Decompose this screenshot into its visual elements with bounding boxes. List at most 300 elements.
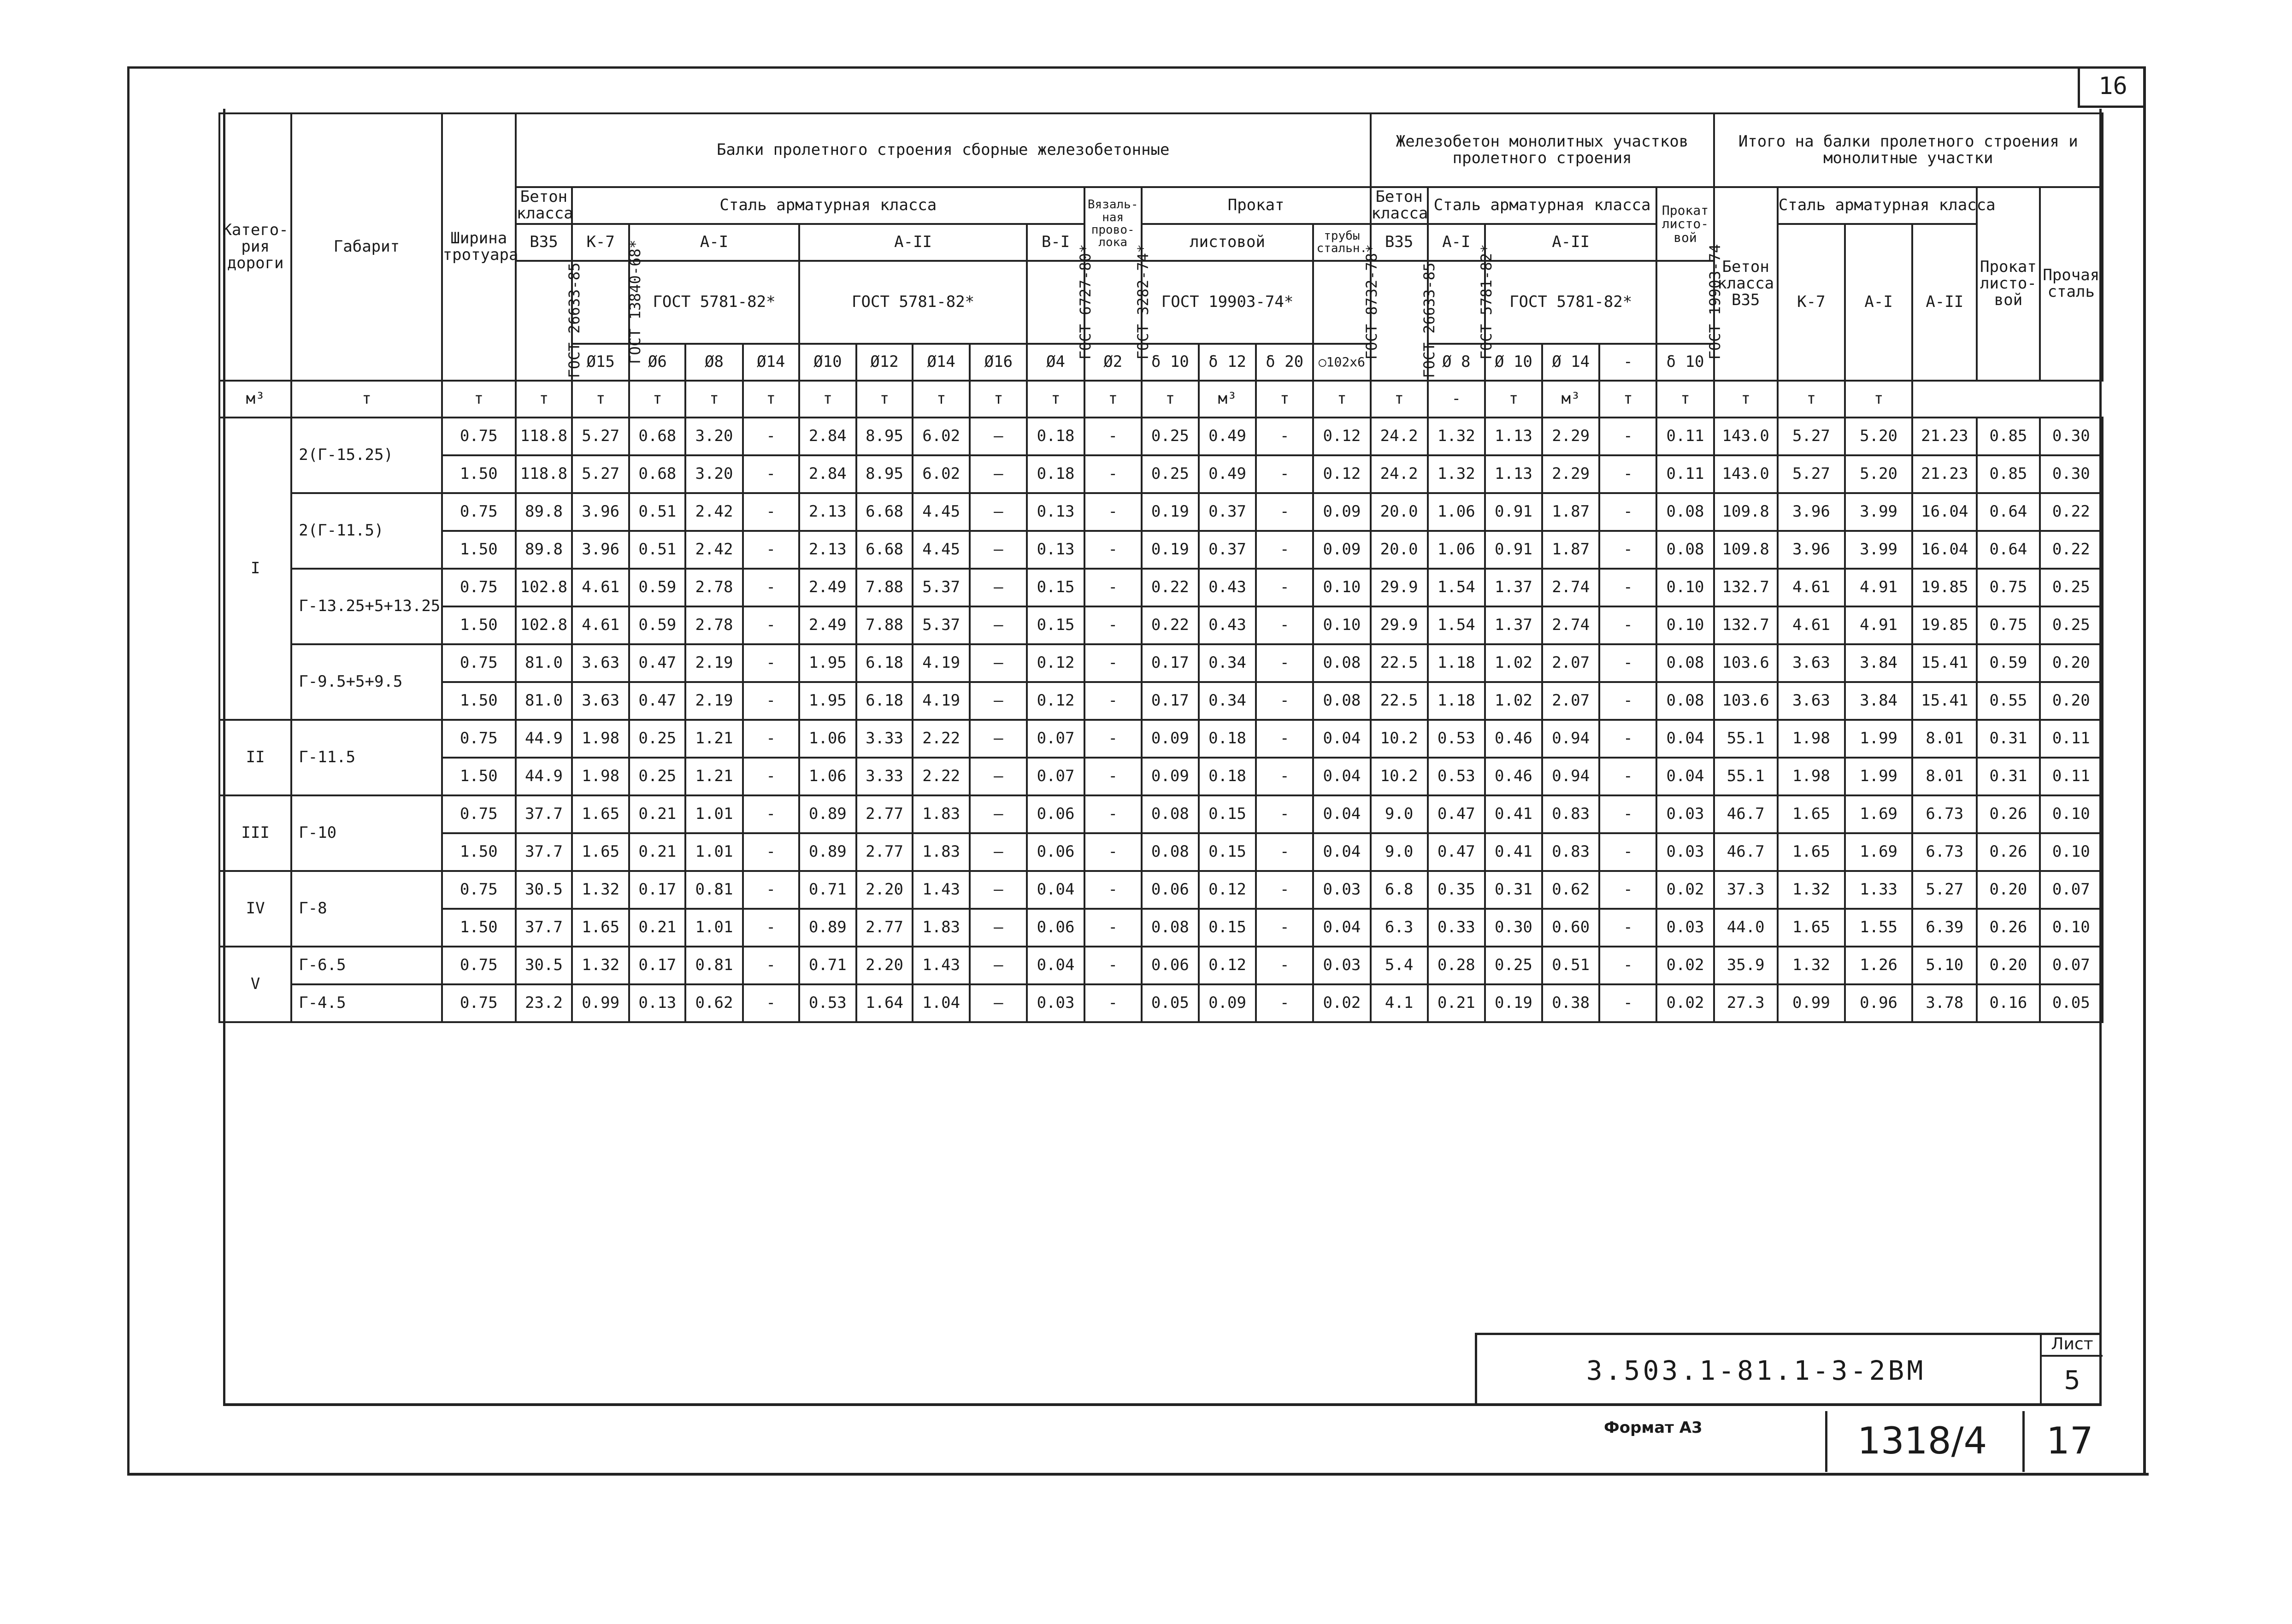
table-body bbox=[219, 418, 2103, 1022]
value-cell: 6.02 bbox=[913, 418, 970, 455]
table-row bbox=[219, 720, 2103, 758]
value-cell: - bbox=[1084, 682, 1142, 720]
value-cell: 0.13 bbox=[1027, 493, 1084, 531]
value-cell: 2.20 bbox=[856, 947, 913, 984]
value-cell: 1.32 bbox=[1428, 418, 1485, 455]
value-cell: 8.01 bbox=[1912, 720, 1977, 758]
unit-t: т bbox=[1778, 381, 1845, 418]
value-cell: – bbox=[970, 606, 1027, 644]
gabarit-cell: 2(Г-15.25) bbox=[291, 418, 442, 493]
unit-dash: - bbox=[1428, 381, 1485, 418]
value-cell: 1.95 bbox=[799, 682, 856, 720]
value-cell: - bbox=[1599, 606, 1656, 644]
value-cell: 1.18 bbox=[1428, 644, 1485, 682]
value-cell: 21.23 bbox=[1912, 418, 1977, 455]
value-cell: 1.65 bbox=[1778, 909, 1845, 947]
value-cell: 0.20 bbox=[2040, 644, 2103, 682]
value-cell: 8.95 bbox=[856, 418, 913, 455]
value-cell: 0.09 bbox=[1142, 720, 1199, 758]
value-cell: 0.64 bbox=[1977, 531, 2039, 569]
value-cell: 0.94 bbox=[1542, 758, 1599, 795]
value-cell: 0.30 bbox=[2040, 455, 2103, 493]
unit-m3: м³ bbox=[219, 381, 291, 418]
unit-t: т bbox=[1313, 381, 1370, 418]
unit-t: т bbox=[970, 381, 1027, 418]
value-cell: 0.89 bbox=[799, 795, 856, 833]
value-cell: 0.10 bbox=[1313, 606, 1370, 644]
value-cell: 1.26 bbox=[1845, 947, 1912, 984]
value-cell: 0.19 bbox=[1485, 984, 1542, 1022]
value-cell: – bbox=[970, 833, 1027, 871]
value-cell: 89.8 bbox=[516, 531, 572, 569]
value-cell: 0.08 bbox=[1142, 909, 1199, 947]
value-cell: 4.1 bbox=[1371, 984, 1428, 1022]
value-cell: - bbox=[1256, 493, 1313, 531]
value-cell: 5.37 bbox=[913, 569, 970, 606]
value-cell: 1.54 bbox=[1428, 569, 1485, 606]
h-s12: δ 12 bbox=[1199, 344, 1256, 381]
value-cell: 0.12 bbox=[1313, 418, 1370, 455]
value-cell: 6.68 bbox=[856, 531, 913, 569]
value-cell: 89.8 bbox=[516, 493, 572, 531]
value-cell: 0.11 bbox=[1656, 455, 1714, 493]
value-cell: 0.08 bbox=[1656, 644, 1714, 682]
value-cell: - bbox=[1256, 644, 1313, 682]
value-cell: 0.20 bbox=[1977, 871, 2039, 909]
value-cell: 15.41 bbox=[1912, 682, 1977, 720]
value-cell: 8.01 bbox=[1912, 758, 1977, 795]
value-cell: 1.04 bbox=[913, 984, 970, 1022]
value-cell: 81.0 bbox=[516, 682, 572, 720]
value-cell: 0.51 bbox=[1542, 947, 1599, 984]
value-cell: 0.09 bbox=[1199, 984, 1256, 1022]
sidewalk-width-cell: 0.75 bbox=[442, 795, 516, 833]
value-cell: 3.33 bbox=[856, 758, 913, 795]
value-cell: 0.08 bbox=[1142, 833, 1199, 871]
value-cell: 0.25 bbox=[2040, 569, 2103, 606]
value-cell: 0.37 bbox=[1199, 531, 1256, 569]
h-a2: А-II bbox=[799, 224, 1027, 261]
unit-t: т bbox=[1714, 381, 1778, 418]
unit-t: т bbox=[685, 381, 742, 418]
value-cell: 0.12 bbox=[1027, 682, 1084, 720]
unit-t: т bbox=[1084, 381, 1142, 418]
value-cell: - bbox=[743, 984, 799, 1022]
value-cell: 0.18 bbox=[1199, 720, 1256, 758]
value-cell: 0.11 bbox=[2040, 758, 2103, 795]
value-cell: 1.83 bbox=[913, 909, 970, 947]
h-gost-5781-a1: ГОСТ 5781-82* bbox=[629, 261, 799, 344]
value-cell: - bbox=[743, 682, 799, 720]
h-d4: Ø4 bbox=[1027, 344, 1084, 381]
value-cell: 0.64 bbox=[1977, 493, 2039, 531]
value-cell: 3.20 bbox=[685, 455, 742, 493]
h-b35: В35 bbox=[516, 224, 572, 261]
value-cell: 102.8 bbox=[516, 569, 572, 606]
value-cell: 9.0 bbox=[1371, 833, 1428, 871]
value-cell: 0.02 bbox=[1656, 947, 1714, 984]
value-cell: 4.61 bbox=[572, 606, 629, 644]
value-cell: 3.63 bbox=[1778, 682, 1845, 720]
value-cell: 0.62 bbox=[685, 984, 742, 1022]
value-cell: - bbox=[743, 947, 799, 984]
h-gost-6727: ГОСТ 6727-80* bbox=[1027, 261, 1084, 344]
value-cell: 4.45 bbox=[913, 531, 970, 569]
value-cell: 22.5 bbox=[1371, 682, 1428, 720]
value-cell: 3.96 bbox=[572, 531, 629, 569]
value-cell: – bbox=[970, 871, 1027, 909]
value-cell: 7.88 bbox=[856, 606, 913, 644]
value-cell: 0.21 bbox=[629, 909, 685, 947]
value-cell: 0.25 bbox=[1485, 947, 1542, 984]
value-cell: 1.87 bbox=[1542, 493, 1599, 531]
value-cell: 0.99 bbox=[572, 984, 629, 1022]
value-cell: - bbox=[1084, 795, 1142, 833]
header-category: Катего-рия дороги bbox=[219, 113, 291, 381]
value-cell: 1.87 bbox=[1542, 531, 1599, 569]
value-cell: 1.43 bbox=[913, 947, 970, 984]
value-cell: 0.31 bbox=[1485, 871, 1542, 909]
value-cell: 44.0 bbox=[1714, 909, 1778, 947]
value-cell: 0.17 bbox=[1142, 644, 1199, 682]
value-cell: 21.23 bbox=[1912, 455, 1977, 493]
value-cell: 132.7 bbox=[1714, 606, 1778, 644]
value-cell: 1.43 bbox=[913, 871, 970, 909]
h-b35-m: В35 bbox=[1371, 224, 1428, 261]
value-cell: 0.75 bbox=[1977, 569, 2039, 606]
table-row bbox=[219, 871, 2103, 909]
value-cell: 1.64 bbox=[856, 984, 913, 1022]
value-cell: 0.03 bbox=[1313, 871, 1370, 909]
value-cell: 2.20 bbox=[856, 871, 913, 909]
category-cell: I bbox=[219, 418, 291, 720]
table-row bbox=[219, 682, 2103, 720]
value-cell: 0.10 bbox=[2040, 795, 2103, 833]
value-cell: 0.71 bbox=[799, 871, 856, 909]
value-cell: 0.96 bbox=[1845, 984, 1912, 1022]
value-cell: - bbox=[1256, 984, 1313, 1022]
sidewalk-width-cell: 1.50 bbox=[442, 606, 516, 644]
value-cell: 0.05 bbox=[2040, 984, 2103, 1022]
unit-t: т bbox=[1371, 381, 1428, 418]
group-total: Итого на балки пролетного строения и монолитные участки bbox=[1714, 113, 2103, 187]
value-cell: 0.08 bbox=[1313, 682, 1370, 720]
value-cell: 0.15 bbox=[1027, 606, 1084, 644]
value-cell: 16.04 bbox=[1912, 531, 1977, 569]
value-cell: 0.10 bbox=[2040, 833, 2103, 871]
value-cell: 0.07 bbox=[2040, 871, 2103, 909]
value-cell: 1.95 bbox=[799, 644, 856, 682]
value-cell: - bbox=[1084, 720, 1142, 758]
value-cell: 0.03 bbox=[1027, 984, 1084, 1022]
value-cell: 0.04 bbox=[1313, 909, 1370, 947]
value-cell: 0.03 bbox=[1313, 947, 1370, 984]
value-cell: 20.0 bbox=[1371, 531, 1428, 569]
value-cell: 0.17 bbox=[629, 947, 685, 984]
h-truby: трубы стальн. bbox=[1313, 224, 1370, 261]
value-cell: 27.3 bbox=[1714, 984, 1778, 1022]
value-cell: - bbox=[1599, 455, 1656, 493]
h-listovoy: листовой bbox=[1142, 224, 1314, 261]
value-cell: - bbox=[1084, 947, 1142, 984]
value-cell: 4.61 bbox=[572, 569, 629, 606]
table-row bbox=[219, 795, 2103, 833]
value-cell: 0.22 bbox=[2040, 493, 2103, 531]
unit-t: т bbox=[1599, 381, 1656, 418]
value-cell: 0.55 bbox=[1977, 682, 2039, 720]
value-cell: 4.61 bbox=[1778, 606, 1845, 644]
sidewalk-width-cell: 0.75 bbox=[442, 493, 516, 531]
h-a2-total: А-II bbox=[1912, 224, 1977, 381]
value-cell: 0.68 bbox=[629, 418, 685, 455]
value-cell: 0.09 bbox=[1313, 493, 1370, 531]
value-cell: - bbox=[1084, 758, 1142, 795]
h-gost-26633-m: ГОСТ 26633-85 bbox=[1371, 261, 1428, 381]
value-cell: 0.03 bbox=[1656, 909, 1714, 947]
value-cell: 1.65 bbox=[572, 909, 629, 947]
value-cell: 1.83 bbox=[913, 833, 970, 871]
value-cell: 0.21 bbox=[629, 833, 685, 871]
value-cell: - bbox=[1256, 947, 1313, 984]
value-cell: 0.18 bbox=[1027, 455, 1084, 493]
sidewalk-width-cell: 1.50 bbox=[442, 833, 516, 871]
h-d14: Ø14 bbox=[743, 344, 799, 381]
value-cell: 44.9 bbox=[516, 758, 572, 795]
value-cell: 6.18 bbox=[856, 682, 913, 720]
value-cell: 2.29 bbox=[1542, 455, 1599, 493]
h-beton-total: Бетон класса В35 bbox=[1714, 187, 1778, 381]
value-cell: - bbox=[1084, 871, 1142, 909]
value-cell: - bbox=[1084, 569, 1142, 606]
value-cell: 1.01 bbox=[685, 909, 742, 947]
value-cell: 2.19 bbox=[685, 644, 742, 682]
value-cell: 0.71 bbox=[799, 947, 856, 984]
value-cell: 1.32 bbox=[1778, 947, 1845, 984]
value-cell: - bbox=[743, 418, 799, 455]
gabarit-cell: Г-10 bbox=[291, 795, 442, 871]
value-cell: 1.21 bbox=[685, 720, 742, 758]
category-cell: III bbox=[219, 795, 291, 871]
h-stal-total: Сталь арматурная класса bbox=[1778, 187, 1977, 224]
value-cell: 1.13 bbox=[1485, 418, 1542, 455]
sidewalk-width-cell: 0.75 bbox=[442, 720, 516, 758]
value-cell: 0.19 bbox=[1142, 531, 1199, 569]
value-cell: 5.20 bbox=[1845, 455, 1912, 493]
value-cell: 0.35 bbox=[1428, 871, 1485, 909]
value-cell: 0.34 bbox=[1199, 644, 1256, 682]
value-cell: 4.19 bbox=[913, 644, 970, 682]
value-cell: 55.1 bbox=[1714, 720, 1778, 758]
value-cell: 24.2 bbox=[1371, 455, 1428, 493]
value-cell: – bbox=[970, 569, 1027, 606]
value-cell: 0.81 bbox=[685, 871, 742, 909]
value-cell: 0.04 bbox=[1027, 947, 1084, 984]
h-a2-m: А-II bbox=[1485, 224, 1657, 261]
value-cell: 0.10 bbox=[1656, 606, 1714, 644]
value-cell: – bbox=[970, 947, 1027, 984]
value-cell: 16.04 bbox=[1912, 493, 1977, 531]
value-cell: 5.27 bbox=[1778, 418, 1845, 455]
sidewalk-width-cell: 0.75 bbox=[442, 984, 516, 1022]
value-cell: 46.7 bbox=[1714, 833, 1778, 871]
value-cell: 0.04 bbox=[1027, 871, 1084, 909]
value-cell: 0.43 bbox=[1199, 606, 1256, 644]
value-cell: 0.83 bbox=[1542, 795, 1599, 833]
value-cell: 0.89 bbox=[799, 909, 856, 947]
table-row bbox=[219, 909, 2103, 947]
value-cell: 0.34 bbox=[1199, 682, 1256, 720]
value-cell: 81.0 bbox=[516, 644, 572, 682]
value-cell: 0.09 bbox=[1313, 531, 1370, 569]
value-cell: – bbox=[970, 455, 1027, 493]
value-cell: 3.96 bbox=[1778, 531, 1845, 569]
h-d6: Ø6 bbox=[629, 344, 685, 381]
value-cell: - bbox=[743, 606, 799, 644]
value-cell: - bbox=[1256, 871, 1313, 909]
value-cell: 2.13 bbox=[799, 493, 856, 531]
unit-t: т bbox=[516, 381, 572, 418]
specification-table bbox=[218, 112, 2103, 1023]
value-cell: 6.3 bbox=[1371, 909, 1428, 947]
value-cell: 3.78 bbox=[1912, 984, 1977, 1022]
value-cell: - bbox=[1599, 531, 1656, 569]
value-cell: - bbox=[1084, 418, 1142, 455]
value-cell: 0.18 bbox=[1199, 758, 1256, 795]
value-cell: 0.08 bbox=[1142, 795, 1199, 833]
value-cell: 1.99 bbox=[1845, 758, 1912, 795]
value-cell: 0.10 bbox=[1313, 569, 1370, 606]
value-cell: 1.65 bbox=[1778, 833, 1845, 871]
value-cell: 1.01 bbox=[685, 795, 742, 833]
h-pipe: ○102х6 bbox=[1313, 344, 1370, 381]
value-cell: 0.08 bbox=[1656, 531, 1714, 569]
h-prochaya: Прочая сталь bbox=[2040, 187, 2103, 381]
value-cell: - bbox=[743, 833, 799, 871]
h-gost-5781-m2: ГОСТ 5781-82* bbox=[1485, 261, 1657, 344]
value-cell: 3.84 bbox=[1845, 644, 1912, 682]
h-prokat-list-m: Прокат листо-вой bbox=[1656, 187, 1714, 261]
value-cell: 1.98 bbox=[1778, 758, 1845, 795]
value-cell: 0.41 bbox=[1485, 833, 1542, 871]
value-cell: 10.2 bbox=[1371, 758, 1428, 795]
value-cell: 15.41 bbox=[1912, 644, 1977, 682]
value-cell: 0.49 bbox=[1199, 418, 1256, 455]
h-d14b: Ø14 bbox=[913, 344, 970, 381]
value-cell: 1.65 bbox=[572, 795, 629, 833]
value-cell: 0.53 bbox=[1428, 758, 1485, 795]
value-cell: 0.13 bbox=[1027, 531, 1084, 569]
value-cell: - bbox=[1084, 833, 1142, 871]
value-cell: 29.9 bbox=[1371, 606, 1428, 644]
gabarit-cell: Г-6.5 bbox=[291, 947, 442, 984]
value-cell: - bbox=[1256, 569, 1313, 606]
value-cell: - bbox=[1084, 493, 1142, 531]
category-cell: II bbox=[219, 720, 291, 795]
value-cell: 0.53 bbox=[1428, 720, 1485, 758]
value-cell: 23.2 bbox=[516, 984, 572, 1022]
value-cell: 0.09 bbox=[1142, 758, 1199, 795]
value-cell: 1.18 bbox=[1428, 682, 1485, 720]
value-cell: 6.18 bbox=[856, 644, 913, 682]
value-cell: 0.20 bbox=[2040, 682, 2103, 720]
value-cell: 1.06 bbox=[799, 720, 856, 758]
unit-t: т bbox=[629, 381, 685, 418]
value-cell: - bbox=[1599, 795, 1656, 833]
gabarit-cell: Г-11.5 bbox=[291, 720, 442, 795]
value-cell: 0.46 bbox=[1485, 758, 1542, 795]
value-cell: 0.83 bbox=[1542, 833, 1599, 871]
value-cell: 0.06 bbox=[1142, 871, 1199, 909]
value-cell: 55.1 bbox=[1714, 758, 1778, 795]
value-cell: 0.12 bbox=[1027, 644, 1084, 682]
h-m-d8: Ø 8 bbox=[1428, 344, 1485, 381]
value-cell: 2.49 bbox=[799, 606, 856, 644]
format-label: Формат А3 bbox=[1604, 1418, 1703, 1437]
sidewalk-width-cell: 0.75 bbox=[442, 569, 516, 606]
value-cell: 10.2 bbox=[1371, 720, 1428, 758]
value-cell: 132.7 bbox=[1714, 569, 1778, 606]
h-s10: δ 10 bbox=[1142, 344, 1199, 381]
value-cell: 0.08 bbox=[1313, 644, 1370, 682]
value-cell: 2.74 bbox=[1542, 569, 1599, 606]
value-cell: - bbox=[1599, 833, 1656, 871]
value-cell: 0.08 bbox=[1656, 493, 1714, 531]
value-cell: 0.59 bbox=[629, 606, 685, 644]
value-cell: 0.10 bbox=[2040, 909, 2103, 947]
value-cell: 0.99 bbox=[1778, 984, 1845, 1022]
sidewalk-width-cell: 1.50 bbox=[442, 455, 516, 493]
value-cell: 2.22 bbox=[913, 720, 970, 758]
value-cell: 5.27 bbox=[1778, 455, 1845, 493]
value-cell: 0.62 bbox=[1542, 871, 1599, 909]
value-cell: 0.37 bbox=[1199, 493, 1256, 531]
unit-t: т bbox=[743, 381, 799, 418]
value-cell: 0.12 bbox=[1199, 947, 1256, 984]
value-cell: 109.8 bbox=[1714, 493, 1778, 531]
value-cell: 0.68 bbox=[629, 455, 685, 493]
h-prokat-total: Прокат листо-вой bbox=[1977, 187, 2039, 381]
table-row bbox=[219, 493, 2103, 531]
value-cell: 3.33 bbox=[856, 720, 913, 758]
h-d16: Ø16 bbox=[970, 344, 1027, 381]
value-cell: - bbox=[1599, 682, 1656, 720]
value-cell: 1.98 bbox=[572, 720, 629, 758]
value-cell: 0.49 bbox=[1199, 455, 1256, 493]
value-cell: – bbox=[970, 984, 1027, 1022]
value-cell: 2.49 bbox=[799, 569, 856, 606]
value-cell: - bbox=[1599, 758, 1656, 795]
value-cell: 1.32 bbox=[572, 947, 629, 984]
value-cell: 0.91 bbox=[1485, 531, 1542, 569]
value-cell: 118.8 bbox=[516, 418, 572, 455]
value-cell: - bbox=[1084, 455, 1142, 493]
value-cell: 0.22 bbox=[2040, 531, 2103, 569]
value-cell: 4.91 bbox=[1845, 569, 1912, 606]
group-beams: Балки пролетного строения сборные железобетонные bbox=[516, 113, 1371, 187]
value-cell: 0.04 bbox=[1313, 833, 1370, 871]
h-s20: δ 20 bbox=[1256, 344, 1313, 381]
sidewalk-width-cell: 1.50 bbox=[442, 531, 516, 569]
sidewalk-width-cell: 0.75 bbox=[442, 644, 516, 682]
value-cell: 5.10 bbox=[1912, 947, 1977, 984]
h-a1-m: А-I bbox=[1428, 224, 1485, 261]
gabarit-cell: Г-8 bbox=[291, 871, 442, 947]
value-cell: 0.22 bbox=[1142, 606, 1199, 644]
value-cell: 1.54 bbox=[1428, 606, 1485, 644]
value-cell: 0.43 bbox=[1199, 569, 1256, 606]
value-cell: - bbox=[1599, 984, 1656, 1022]
value-cell: 2.78 bbox=[685, 569, 742, 606]
